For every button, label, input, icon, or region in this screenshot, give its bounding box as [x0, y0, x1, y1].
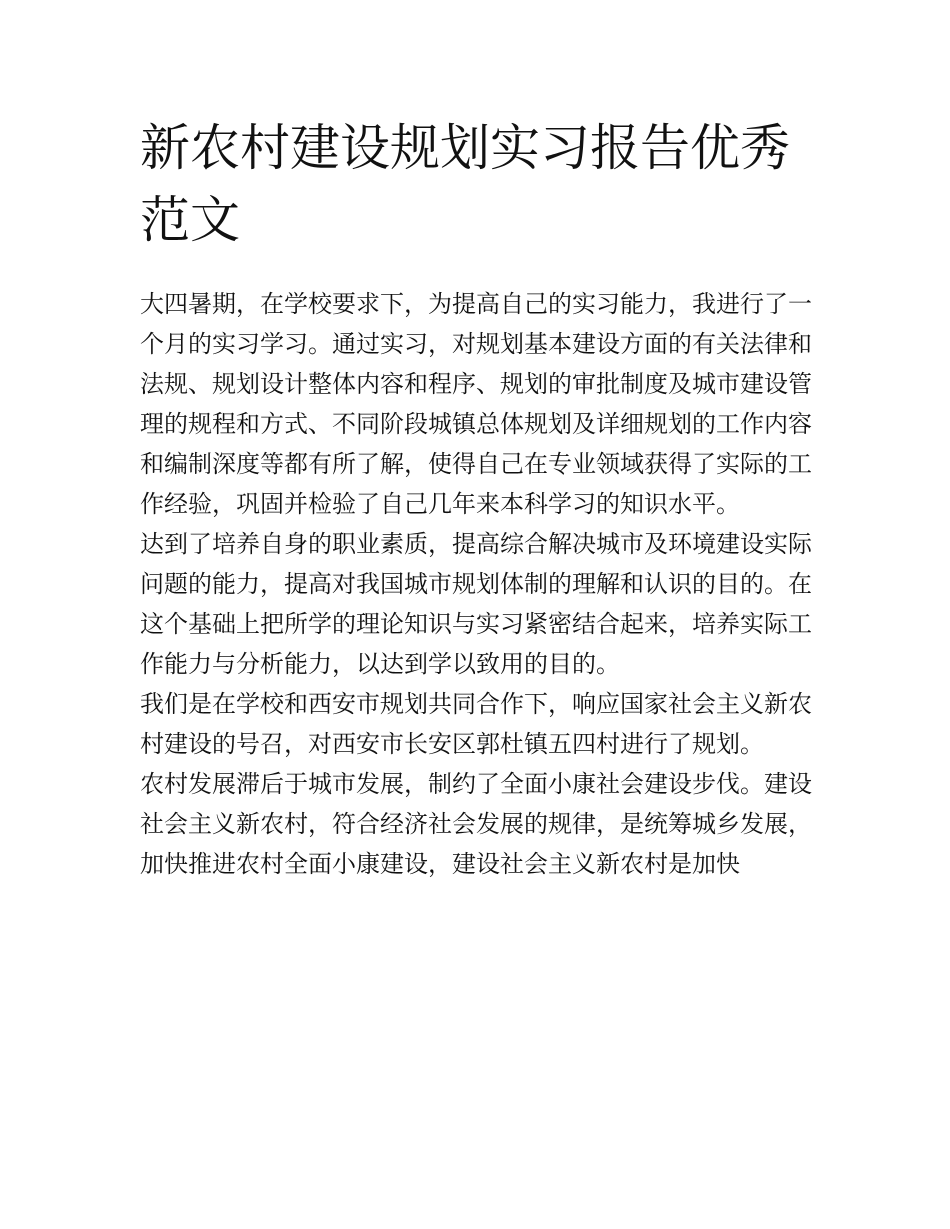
paragraph-4: 农村发展滞后于城市发展，制约了全面小康社会建设步伐。建设社会主义新农村，符合经济社会发展的规律，是统筹城乡发展，加快推进农村全面小康建设，建设社会主义新农村是加快 [140, 770, 812, 878]
document-body [140, 284, 816, 884]
document-title: 新农村建设规划实习报告优秀范文 [140, 119, 790, 249]
paragraph-1: 大四暑期，在学校要求下，为提高自己的实习能力，我进行了一个月的实习学习。通过实习，对规划基本建设方面的有关法律和法规、规划设计整体内容和程序、规划的审批制度及城市建设管理的规程和方式、不同阶段城镇总体规划及详细规划的工作内容和编制深度等都有所了解，使得自己在专业领域获得了实际的工作经验，巩固并检验了自己几年来本科学习的知识水平。 [140, 290, 812, 518]
paragraph-3: 我们是在学校和西安市规划共同合作下，响应国家社会主义新农村建设的号召，对西安市长安区郭杜镇五四村进行了规划。 [140, 690, 812, 758]
paragraph-2: 达到了培养自身的职业素质，提高综合解决城市及环境建设实际问题的能力，提高对我国城市规划体制的理解和认识的目的。在这个基础上把所学的理论知识与实习紧密结合起来，培养实际工作能力与分析能力，以达到学以致用的目的。 [140, 530, 812, 678]
